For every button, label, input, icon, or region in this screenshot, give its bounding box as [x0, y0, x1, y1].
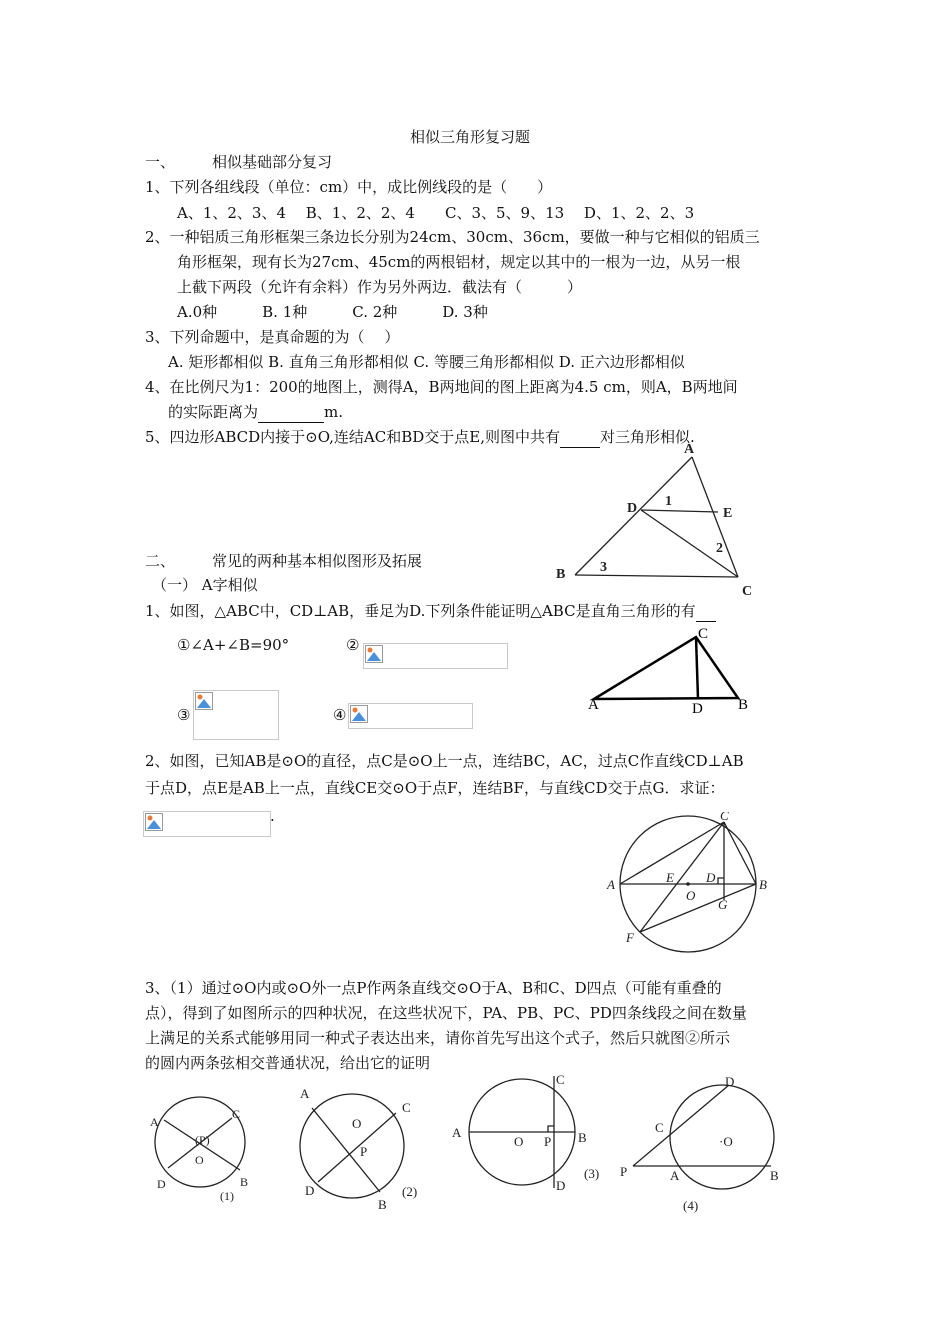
page-title: 相似三角形复习题: [410, 128, 531, 146]
segment-bc: [575, 575, 738, 577]
label-c: C: [742, 584, 753, 599]
p1-condition-4-image: [348, 703, 473, 729]
label-e: E: [666, 870, 674, 885]
label-b: B: [240, 1175, 249, 1189]
q2-options: A.0种 B. 1种 C. 2种 D. 3种: [177, 303, 488, 321]
section-1-heading: 相似基础部分复习: [212, 153, 333, 171]
label-c: C: [556, 1072, 565, 1087]
label-o: ·O: [719, 1134, 733, 1149]
circle-2: [300, 1094, 404, 1198]
section-2-heading: 常见的两种基本相似图形及拓展: [212, 552, 423, 570]
label-d: D: [627, 501, 638, 516]
label-d: D: [706, 870, 716, 885]
label-a: A: [684, 442, 695, 457]
chord-bc: [724, 822, 756, 884]
label-b: B: [556, 567, 566, 582]
angle-label-1: 1: [665, 494, 672, 509]
label-d: D: [157, 1177, 166, 1191]
q4-line2-pre: 的实际距离为: [168, 403, 259, 421]
label-a: A: [588, 697, 599, 713]
p1-condition-1: ①∠A+∠B=90°: [177, 636, 290, 654]
section-2-number: 二、: [145, 552, 176, 570]
caption-4: (4): [683, 1198, 699, 1213]
broken-image-icon: [145, 813, 163, 831]
label-o: O: [686, 888, 696, 903]
figure-case-3: [450, 1070, 620, 1195]
broken-image-icon: [195, 692, 213, 710]
broken-image-icon: [350, 705, 368, 723]
p3-line2: 点），得到了如图所示的四种状况，在这些状况下，PA、PB、PC、PD四条线段之间在数量: [145, 1004, 747, 1022]
q1-stem: 1、下列各组线段（单位：cm）中，成比例线段的是（ ）: [145, 178, 553, 196]
p1-condition-2-image: [363, 643, 508, 669]
label-g: G: [718, 897, 728, 912]
q3-stem: 3、下列命题中，是真命题的为（ ）: [145, 328, 400, 346]
label-d: D: [305, 1183, 315, 1198]
figure-case-1: [140, 1090, 260, 1210]
line-bf: [640, 884, 756, 932]
label-c: C: [720, 812, 729, 823]
label-d: D: [725, 1074, 735, 1089]
label-a: A: [150, 1115, 159, 1129]
label-a: A: [607, 877, 615, 892]
segment-de: [641, 510, 718, 512]
p1-stem-text: 1、如图，△ABC中，CD⊥AB，垂足为D.下列条件能证明△ABC是直角三角形的有: [145, 602, 696, 620]
q4-line1: 4、在比例尺为1：200的地图上，测得A，B两地间的图上距离为4.5 cm，则A，B两地间: [145, 378, 738, 396]
q2-line3: 上截下两段（允许有余料）作为另外两边．截法有（ ）: [177, 278, 583, 296]
q4-line2-post: m.: [324, 403, 344, 421]
segment-ab: [575, 457, 692, 575]
label-b: B: [759, 877, 767, 892]
label-p: (P): [195, 1133, 210, 1147]
angle-label-3: 3: [600, 560, 607, 575]
p2-line1: 2、如图，已知AB是⊙O的直径，点C是⊙O上一点，连结BC，AC，过点C作直线CD⊥AB: [145, 752, 744, 770]
q5-post: 对三角形相似.: [600, 428, 695, 446]
label-a: A: [300, 1086, 310, 1101]
q3-options: A. 矩形都相似 B. 直角三角形都相似 C. 等腰三角形都相似 D. 正六边形都相似: [168, 353, 685, 371]
triangle-acb: [594, 637, 738, 699]
label-c: C: [232, 1107, 241, 1121]
label-p: P: [544, 1134, 552, 1149]
altitude-cd: [696, 637, 698, 699]
figure-case-2: [290, 1078, 440, 1213]
broken-image-icon: [365, 645, 383, 663]
label-o: O: [514, 1134, 524, 1149]
q2-line2: 角形框架，现有长为27cm、45cm的两根铝材，规定以其中的一根为一边，从另一根: [177, 253, 741, 271]
figure-circle-chords: [600, 812, 780, 957]
p3-line1: 3、（1）通过⊙O内或⊙O外一点P作两条直线交⊙O于A、B和C、D四点（可能有重叠的: [145, 979, 722, 997]
q4-answer-blank[interactable]: [258, 402, 324, 423]
q5-pre: 5、四边形ABCD内接于⊙O,连结AC和BD交于点E,则图中共有: [145, 428, 561, 446]
p1-condition-4-number: ④: [333, 706, 347, 724]
secant-pcd: [633, 1085, 729, 1166]
caption-3: (3): [584, 1166, 600, 1181]
label-p: P: [360, 1144, 368, 1159]
label-b: B: [738, 697, 749, 713]
label-d: D: [692, 701, 703, 717]
q4-line2: [168, 402, 343, 423]
p1-answer-blank[interactable]: [696, 601, 716, 622]
label-e: E: [723, 506, 733, 521]
q1-options: A、1、2、3、4 B、1、2、2、4 C、3、5、9、13 D、1、2、2、3: [177, 204, 695, 222]
label-d: D: [556, 1178, 566, 1193]
section-1-number: 一、: [145, 153, 176, 171]
label-o: O: [352, 1116, 362, 1131]
caption-2: (2): [402, 1184, 418, 1199]
label-o: O: [195, 1153, 204, 1167]
p1-stem: [145, 601, 716, 622]
right-angle-mark: [548, 1126, 554, 1132]
label-p: P: [620, 1164, 628, 1179]
label-b: B: [378, 1197, 387, 1212]
center-dot: [686, 882, 690, 886]
subsection-a-similar: （一） A字相似: [152, 576, 258, 594]
label-f: F: [626, 930, 634, 945]
label-c: C: [655, 1120, 664, 1135]
p2-tail: .: [270, 807, 275, 825]
label-a: A: [452, 1125, 462, 1140]
label-b: B: [770, 1168, 779, 1183]
label-b: B: [578, 1130, 587, 1145]
p1-condition-3-number: ③: [177, 706, 191, 724]
caption-1: (1): [220, 1189, 234, 1203]
angle-label-2: 2: [716, 541, 723, 556]
figure-triangle-ade: [540, 435, 780, 600]
p3-line3: 上满足的关系式能够用同一种式子表达出来，请你首先写出这个式子，然后只就图②所示: [145, 1029, 731, 1047]
label-a: A: [670, 1168, 680, 1183]
label-c: C: [698, 626, 709, 642]
label-c: C: [402, 1100, 411, 1115]
right-angle-mark: [718, 878, 724, 884]
q2-line1: 2、一种铝质三角形框架三条边长分别为24cm、30cm、36cm，要做一种与它相似的铝质三: [145, 228, 760, 246]
figure-case-4: [615, 1072, 795, 1222]
p3-line4: 的圆内两条弦相交普通状况，给出它的证明: [145, 1054, 431, 1072]
p1-condition-2-number: ②: [346, 636, 360, 654]
chord-ab-2: [312, 1108, 380, 1192]
p2-proof-image: [143, 811, 271, 837]
p1-condition-3-image: [193, 690, 279, 740]
p2-line2: 于点D，点E是AB上一点，直线CE交⊙O于点F，连结BF，与直线CD交于点G．求证：: [145, 779, 725, 797]
figure-right-triangle: [580, 620, 760, 720]
